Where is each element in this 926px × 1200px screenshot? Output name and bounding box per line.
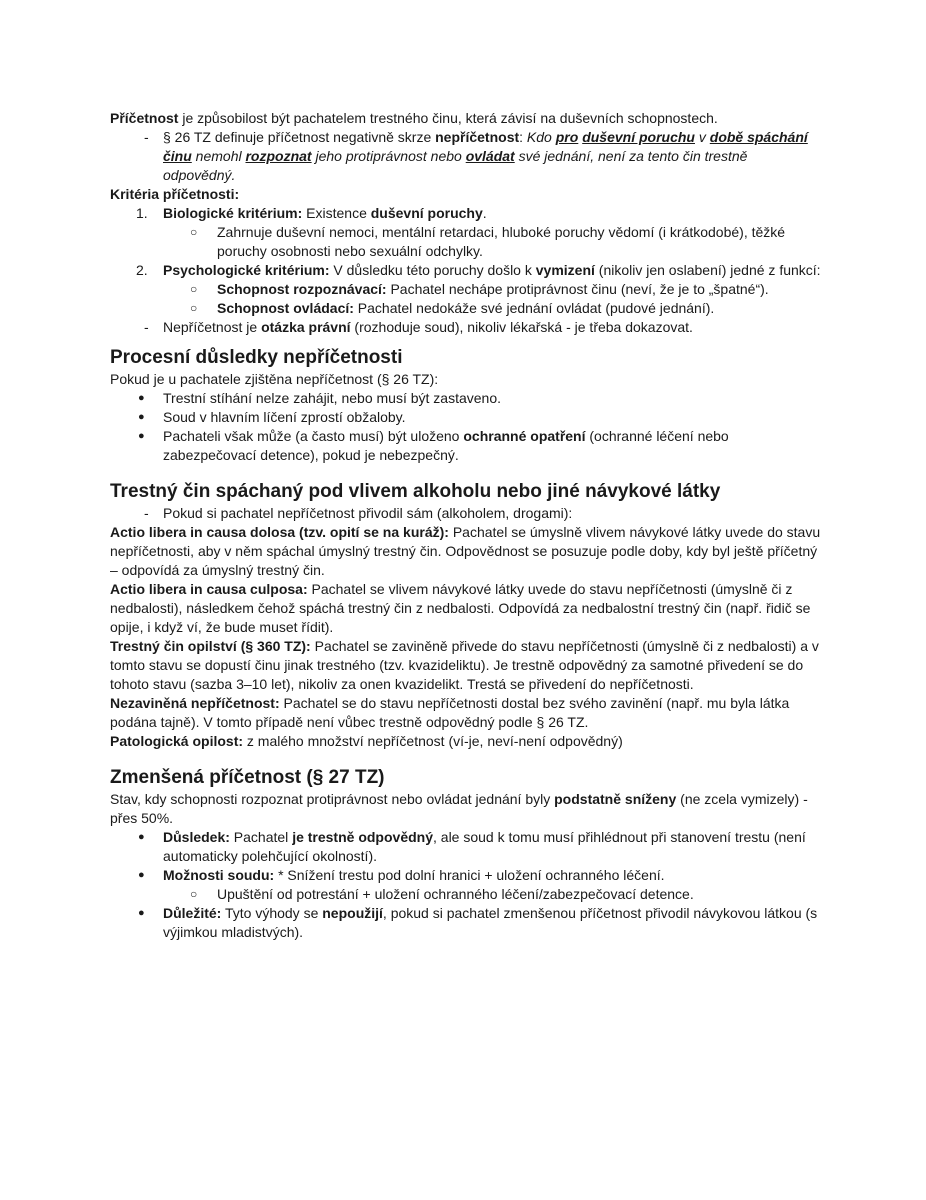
- term-label: Actio libera in causa culposa:: [110, 581, 308, 597]
- definition-text: [163, 128, 822, 185]
- procesni-bullet-1: [110, 389, 822, 408]
- zmensena-bullet-3: [110, 904, 822, 942]
- criterion-bold: vymizení: [535, 262, 595, 278]
- term-text: Pachatel se úmyslně vlivem návykové látky uvede do stavu nepříčetnosti, aby v něm spáchal úmyslný trestný čin. Odpovědnost se posuzuje podle doby, kdy byl ještě příčetný – odpovídá za úmyslný trestný čin.: [110, 524, 821, 578]
- criterion-biological-text: [163, 204, 822, 223]
- bullet-text: [163, 427, 822, 465]
- circle-marker: ○: [190, 887, 198, 901]
- bullet-text: Soud v hlavním líčení zprostí obžaloby.: [163, 409, 406, 425]
- section-heading-zmensena: Zmenšená příčetnost (§ 27 TZ): [110, 767, 385, 788]
- alkohol-patologicka: [110, 732, 822, 751]
- criterion-text: Existence: [302, 205, 371, 221]
- term-text: Pachatel se zaviněně přivede do stavu nepříčetnosti (úmyslně či z nedbalosti) a v tomto stavu se dopustí činu jinak trestného (tzv. kvazideliktu). Je trestně odpovědný za samotné přivedení se do tohoto stavu (sazba 3–10 let), nikoliv za onen kvazidelikt. Trestá se přivedení do nepříčetnosti.: [110, 638, 819, 692]
- definition-part: nemohl: [191, 148, 246, 164]
- dash-marker: -: [144, 129, 149, 145]
- criterion-label: Psychologické kritérium:: [163, 262, 330, 278]
- definition-part: své jednání, není za tento čin trestně odpovědný.: [163, 148, 748, 183]
- criterion-psychological-text: [163, 261, 822, 280]
- term-label: Trestný čin opilství (§ 360 TZ):: [110, 638, 311, 654]
- bullet-label: Možnosti soudu:: [163, 867, 275, 883]
- criterion-text: V důsledku této poruchy došlo k: [329, 262, 536, 278]
- intro-part: (ne zcela vymizely) - přes 50%.: [110, 791, 808, 826]
- definition-part: :: [519, 129, 527, 145]
- criterion-psychological-sub-1: [110, 280, 822, 299]
- alkohol-dash-item: [110, 504, 822, 523]
- bullet-text: Trestní stíhání nelze zahájit, nebo musí být zastaveno.: [163, 390, 501, 406]
- bullet-marker: ●: [138, 411, 145, 423]
- bullet-text: [163, 828, 822, 866]
- bullet-part: , ale soud k tomu musí přihlédnout při stanovení trestu (není automaticky polehčující okolností).: [163, 829, 806, 864]
- document-body: [110, 109, 822, 942]
- legal-question-text: [163, 318, 822, 337]
- bullet-bold: je trestně odpovědný: [292, 829, 433, 845]
- bullet-text: [163, 904, 822, 942]
- term-label: Actio libera in causa dolosa (tzv. opití se na kuráž):: [110, 524, 449, 540]
- section-heading-procesni: Procesní důsledky nepříčetnosti: [110, 347, 403, 368]
- alkohol-opilstvi: [110, 637, 822, 694]
- sub-item-text: Upuštění od potrestání + uložení ochranného léčení/zabezpečovací detence.: [217, 886, 694, 902]
- bullet-marker: ●: [138, 430, 145, 442]
- dash-marker: -: [144, 505, 149, 521]
- term-text: z malého množství nepříčetnost (ví-je, neví-není odpovědný): [243, 733, 623, 749]
- zmensena-intro: [110, 790, 822, 828]
- legal-part: Nepříčetnost je: [163, 319, 262, 335]
- criterion-biological: [110, 204, 822, 223]
- dash-text: Pokud si pachatel nepříčetnost přivodil sám (alkoholem, drogami):: [163, 505, 573, 521]
- sub-item-body: Pachatel nedokáže své jednání ovládat (pudové jednání).: [353, 300, 715, 316]
- sub-item-text: Zahrnuje duševní nemoci, mentální retardaci, hluboké poruchy vědomí (i krátkodobé), těžké poruchy osobnosti nebo sexuální odchylky.: [217, 224, 786, 259]
- definition-part: § 26 TZ definuje příčetnost negativně skrze: [163, 129, 436, 145]
- zmensena-bullet-1: [110, 828, 822, 866]
- criteria-heading-text: Kritéria příčetnosti:: [110, 186, 240, 202]
- bullet-marker: ●: [138, 392, 145, 404]
- definition-bold: nepříčetnost: [435, 129, 520, 145]
- alkohol-culposa: [110, 580, 822, 637]
- term-label: Patologická opilost:: [110, 733, 244, 749]
- definition-underlined: pro: [555, 129, 579, 145]
- intro-paragraph: [110, 109, 822, 128]
- sub-item-body: Pachatel nechápe protiprávnost činu (neví, že je to „špatné“).: [386, 281, 769, 297]
- bullet-bold: nepoužijí: [322, 905, 383, 921]
- bullet-marker: ●: [138, 869, 145, 881]
- circle-marker: ○: [190, 282, 198, 296]
- bullet-marker: ●: [138, 907, 145, 919]
- procesni-bullet-2: [110, 408, 822, 427]
- dash-marker: -: [144, 319, 149, 335]
- intro-bold: podstatně sníženy: [554, 791, 677, 807]
- bullet-part: , pokud si pachatel zmenšenou příčetnost přivodil návykovou látkou (s výjimkou mladistvých).: [163, 905, 818, 940]
- legal-part: (rozhoduje soud), nikoliv lékařská - je třeba dokazovat.: [350, 319, 693, 335]
- list-number: 2.: [136, 262, 148, 278]
- definition-part: v: [694, 129, 710, 145]
- bullet-part: * Snížení trestu pod dolní hranici + uložení ochranného léčení.: [274, 867, 665, 883]
- intro-term: Příčetnost: [110, 110, 179, 126]
- legal-bold: otázka právní: [261, 319, 351, 335]
- criterion-label: Biologické kritérium:: [163, 205, 303, 221]
- alkohol-dolosa: [110, 523, 822, 580]
- definition-underlined: duševní poruchu: [582, 129, 695, 145]
- criterion-text: .: [482, 205, 487, 221]
- term-text: Pachatel se vlivem návykové látky uvede do stavu nepříčetnosti (úmyslně či z nedbalosti), následkem čehož spáchá trestný čin z nedbalosti. Odpovídá za nedbalostní trestný čin (např. řidič se opije, i když ví, že bude muset řídit).: [110, 581, 811, 635]
- sub-item-label: Schopnost ovládací:: [217, 300, 354, 316]
- bullet-text: [163, 866, 822, 885]
- criteria-heading: [110, 185, 822, 204]
- criterion-biological-sub: [110, 223, 822, 261]
- term-text: Pachatel se do stavu nepříčetnosti dostal bez svého zavinění (např. mu byla látka podána tajně). V tomto případě není vůbec trestně odpovědný podle § 26 TZ.: [110, 695, 790, 730]
- bullet-label: Důsledek:: [163, 829, 230, 845]
- bullet-label: Důležité:: [163, 905, 222, 921]
- circle-marker: ○: [190, 301, 198, 315]
- intro-part: Stav, kdy schopnosti rozpoznat protiprávnost nebo ovládat jednání byly: [110, 791, 555, 807]
- zmensena-bullet-2: [110, 866, 822, 885]
- criterion-psychological-sub-2: [110, 299, 822, 318]
- definition-underlined: době spáchání činu: [163, 129, 808, 164]
- circle-marker: ○: [190, 225, 198, 239]
- sub-item-text: [217, 280, 822, 299]
- bullet-part: Pachateli však může (a často musí) být uloženo: [163, 428, 464, 444]
- bullet-bold: ochranné opatření: [463, 428, 586, 444]
- procesni-bullet-3: [110, 427, 822, 465]
- criterion-psychological: [110, 261, 822, 280]
- sub-item-text: [217, 299, 822, 318]
- criterion-text: (nikoliv jen oslabení) jedné z funkcí:: [594, 262, 821, 278]
- procesni-intro: Pokud je u pachatele zjištěna nepříčetnost (§ 26 TZ):: [110, 371, 439, 387]
- definition-part: jeho protiprávnost nebo: [311, 148, 466, 164]
- intro-text: je způsobilost být pachatelem trestného činu, která závisí na duševních schopnostech.: [178, 110, 718, 126]
- bullet-part: Tyto výhody se: [221, 905, 323, 921]
- definition-item: [110, 128, 822, 185]
- sub-item-label: Schopnost rozpoznávací:: [217, 281, 387, 297]
- term-label: Nezaviněná nepříčetnost:: [110, 695, 280, 711]
- alkohol-nezavinena: [110, 694, 822, 732]
- bullet-marker: ●: [138, 831, 145, 843]
- section-heading-alkohol: Trestný čin spáchaný pod vlivem alkoholu nebo jiné návykové látky: [110, 481, 721, 502]
- criterion-bold: duševní poruchy: [370, 205, 483, 221]
- zmensena-bullet-2-sub: [110, 885, 822, 904]
- definition-underlined: ovládat: [465, 148, 515, 164]
- definition-underlined: rozpoznat: [245, 148, 312, 164]
- bullet-part: (ochranné léčení nebo zabezpečovací detence), pokud je nebezpečný.: [163, 428, 729, 463]
- legal-question-item: [110, 318, 822, 337]
- bullet-part: Pachatel: [229, 829, 293, 845]
- list-number: 1.: [136, 205, 148, 221]
- definition-part: Kdo: [526, 129, 556, 145]
